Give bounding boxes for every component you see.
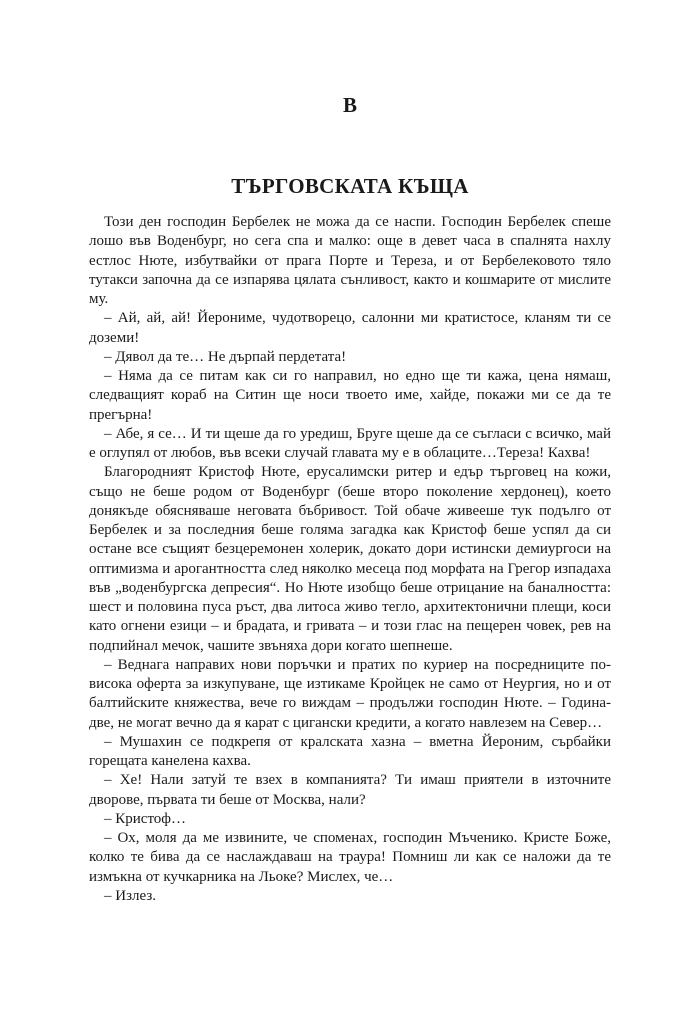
paragraph: – Излез.	[104, 887, 157, 904]
chapter-letter: В	[342, 93, 357, 117]
paragraph: – Мушахин се подкрепя от кралската хазна – вметна Йероним, сърбайки горещата канелена кахва.	[89, 733, 611, 769]
paragraph: Благородният Кристоф Нюте, ерусалимски ритер и едър търговец на кожи, също не беше родом от Воденбург (беше второ поколение хердонец), което донякъде обясняваше неговата бъбривост. Той обаче живееше тук подълго от Бербелек и за последния беше голяма загадка как Кристоф беше успял да си остане все същият безцеремонен холерик, докато дори истински демиургоси на оптимизма и арогантността след няколко месеца под морфата на Грегор изпадаха във „воденбургска депресия“. Но Нюте изобщо беше отрицание на баналността: шест и половина пуса ръст, два литоса живо тегло, архитектонични плещи, коси като огнени езици – и брадата, и гривата – и този глас на пещерен човек, рев на подпийнал мечок, чашите звъняха дори когато шепнеше.	[89, 464, 611, 654]
paragraph: – Кристоф…	[104, 810, 187, 827]
paragraph: – Абе, я се… И ти щеше да го уредиш, Бруге щеше да се съгласи с всичко, май е оглупял от любов, във всеки случай главата му е в облаците…Тереза! Кахва!	[89, 425, 611, 461]
paragraph: – Няма да се питам как си го направил, но едно ще ти кажа, цена нямаш, следващият кораб на Ситин ще носи твоето име, хайде, покажи ми се да те прегърна!	[89, 368, 611, 423]
chapter-title: ТЪРГОВСКАТА КЪЩА	[231, 174, 469, 198]
paragraph: Този ден господин Бербелек не можа да се наспи. Господин Бербелек спеше лошо във Воденбург, но сега спа и малко: още в девет часа в спалнята нахлу естлос Нюте, избутвайки от прага Порте и Тереза, и от Бербелековото тяло тутакси започна да се изпарява цялата сънливост, както и кошмарите от мислите му.	[89, 214, 611, 307]
paragraph: – Дявол да те… Не дърпай пердетата!	[104, 348, 347, 365]
paragraph: – Хе! Нали затуй те взех в компанията? Ти имаш приятели в източните дворове, първата ти беше от Москва, нали?	[89, 772, 611, 808]
paragraph: – Ай, ай, ай! Йерониме, чудотворецо, салонни ми кратистосе, кланям ти се доземи!	[89, 310, 611, 346]
chapter-body	[89, 213, 611, 906]
paragraph: – Ох, моля да ме извините, че споменах, господин Мъченико. Кристе Боже, колко те бива да се наслаждаваш на траура! Помниш ли как се наложи да те измъкна от кучкарника на Льоке? Мислех, че…	[89, 830, 611, 885]
paragraph: – Веднага направих нови поръчки и пратих по куриер на посредниците по-висока оферта за изкупуване, ще изтикаме Кройцек не само от Неургия, но и от балтийските княжества, вече го виждам – продължи господин Нюте. – Година-две, не могат вечно да я карат с цигански кредити, а когато навлезем на Север…	[89, 656, 611, 731]
